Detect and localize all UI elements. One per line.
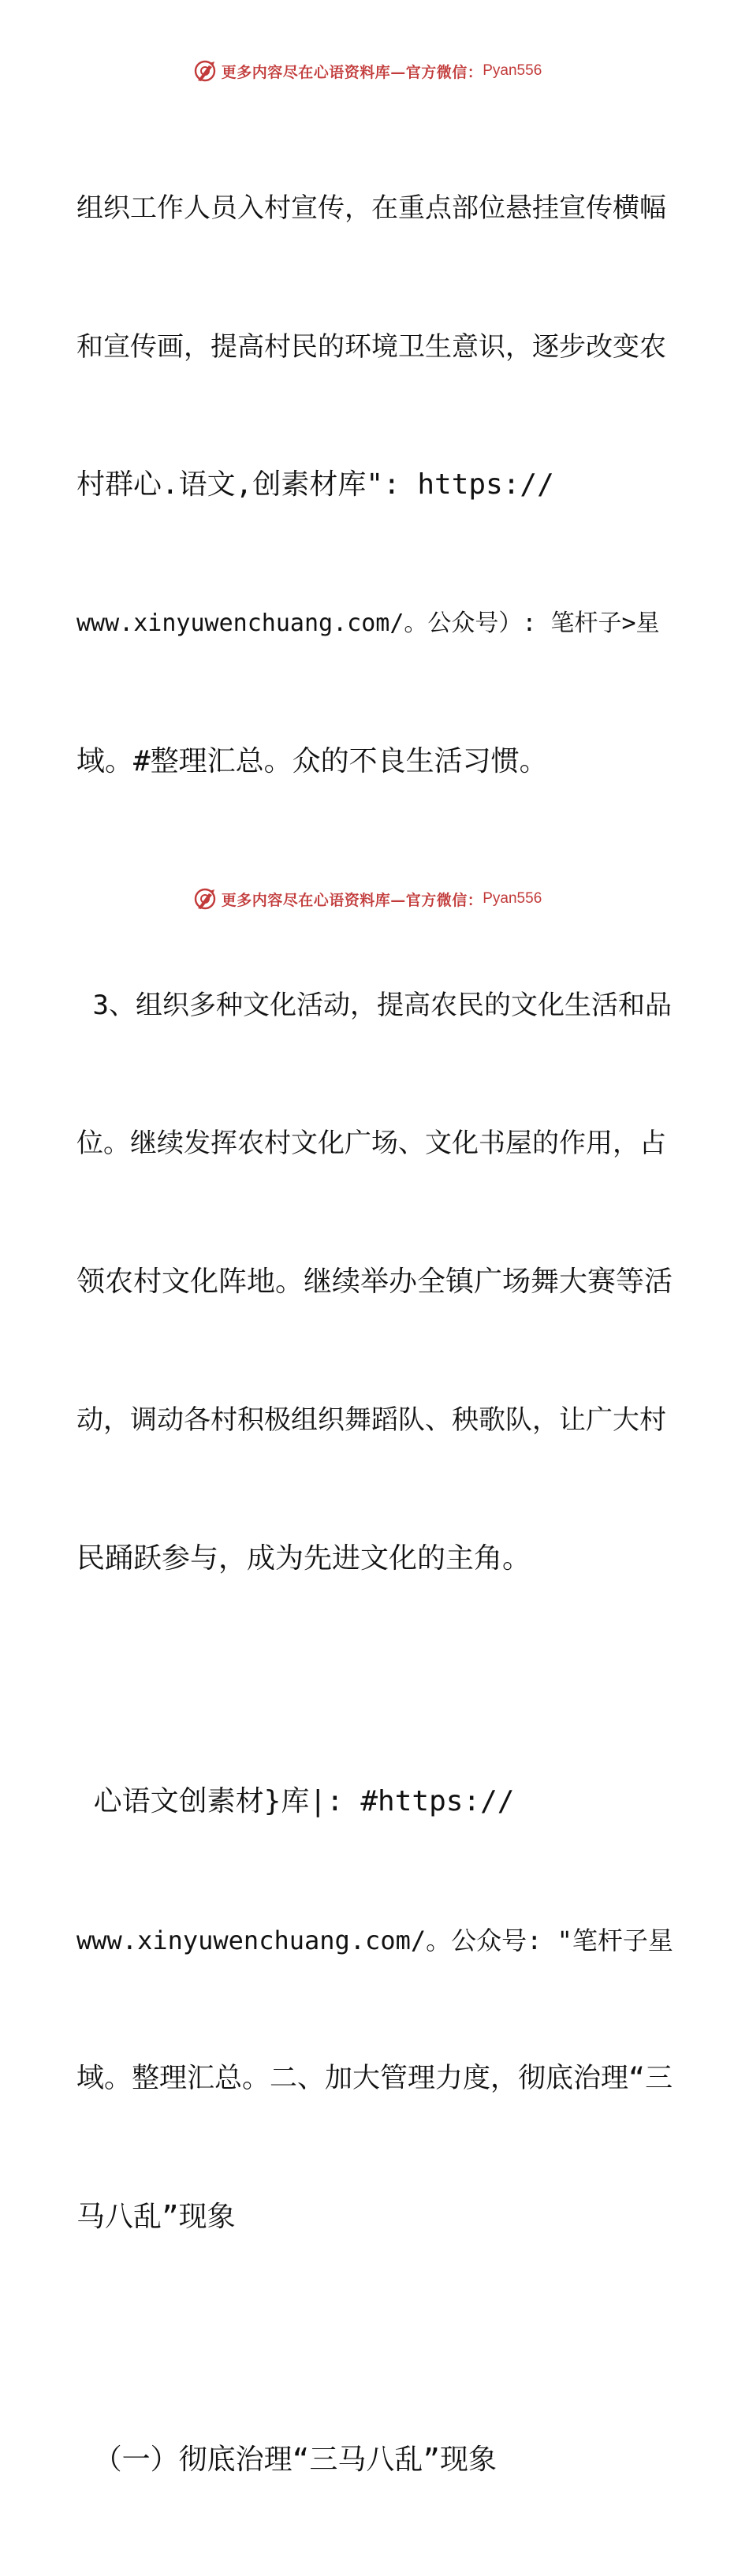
- text-line: 村群心.语文,创素材库": https://: [76, 468, 554, 501]
- header-banner: [0, 55, 749, 87]
- text-line: 和宣传画，提高村民的环境卫生意识，逐步改变农: [76, 330, 666, 363]
- text-line: 位。继续发挥农村文化广场、文化书屋的作用，占: [76, 1128, 666, 1159]
- banner-handle: Pyan556: [483, 62, 542, 79]
- footer-banner: [0, 883, 749, 915]
- banner-text: 更多内容尽在心语资料库—官方微信：: [221, 891, 483, 909]
- paragraph-3: [76, 1687, 676, 2332]
- paragraph-1: [76, 93, 676, 878]
- text-line: 动，调动各村积极组织舞蹈队、秧歌队，让广大村: [76, 1404, 666, 1436]
- text-line: 马八乱”现象: [76, 2200, 236, 2233]
- text-line: 组织工作人员入村宣传，在重点部位悬挂宣传横幅: [76, 192, 666, 224]
- text-line: 心语文创素材}库|: #https://: [76, 1785, 515, 1817]
- text-line: 民踊跃参与，成为先进文化的主角。: [76, 1541, 531, 1575]
- text-line: 域。#整理汇总。众的不良生活习惯。: [76, 745, 548, 777]
- text-line: 3、组织多种文化活动，提高农民的文化生活和品: [76, 989, 672, 1021]
- text-line: www.xinyuwenchuang.com/。公众号）: 笔杆子>星: [76, 609, 660, 637]
- text-line: 领农村文化阵地。继续举办全镇广场舞大赛等活: [76, 1265, 673, 1298]
- quill-logo-icon: [193, 887, 217, 911]
- banner-text: 更多内容尽在心语资料库—官方微信：: [221, 63, 483, 81]
- document-body: [76, 93, 676, 2576]
- banner-handle: Pyan556: [483, 890, 542, 907]
- text-line: www.xinyuwenchuang.com/。公众号: "笔杆子星: [76, 1925, 673, 1955]
- text-line: 域。整理汇总。二、加大管理力度，彻底治理“三: [76, 2063, 673, 2094]
- paragraph-2: [76, 890, 676, 1675]
- paragraph-4: [76, 2345, 676, 2576]
- quill-logo-icon: [193, 59, 217, 83]
- section-heading: （一）彻底治理“三马八乱”现象: [76, 2444, 497, 2476]
